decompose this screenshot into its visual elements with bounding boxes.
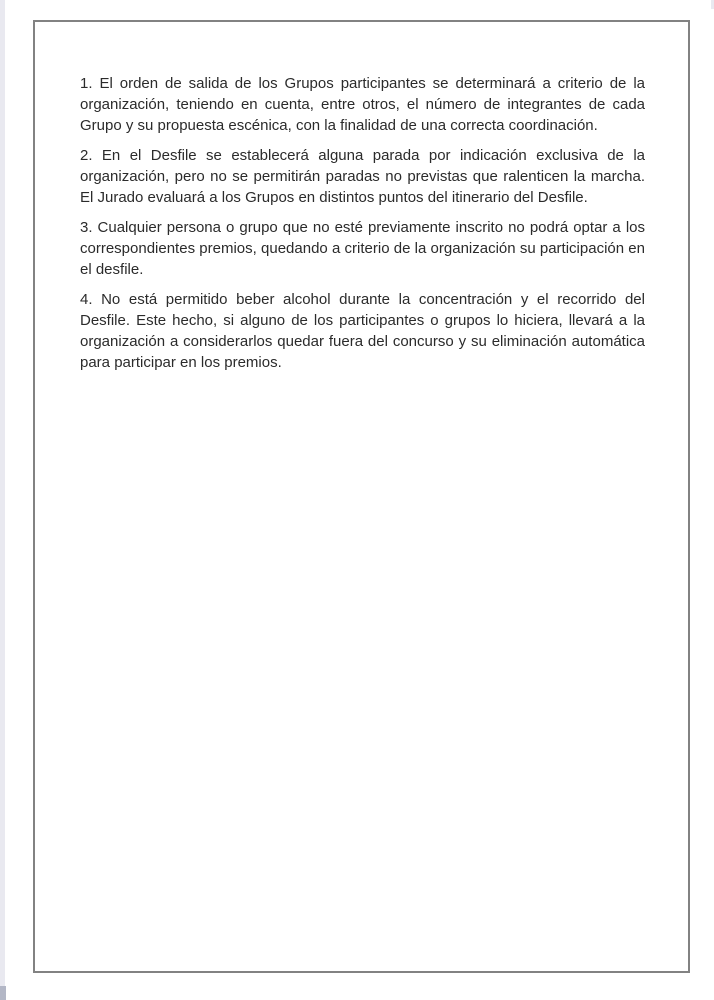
paragraph-3: 3. Cualquier persona o grupo que no esté previamente inscrito no podrá optar a los correspondientes premios, quedando a criterio de la organización su participación en el desfile. — [80, 219, 645, 278]
document-page — [33, 20, 690, 973]
scan-edge-left — [0, 0, 5, 986]
paragraph-2: 2. En el Desfile se establecerá alguna parada por indicación exclusiva de la organización, pero no se permitirán paradas no previstas que ralenticen la marcha. El Jurado evaluará a los Grupos en distintos puntos del itinerario del Desfile. — [80, 147, 645, 206]
paragraph-1: 1. El orden de salida de los Grupos participantes se determinará a criterio de la organización, teniendo en cuenta, entre otros, el número de integrantes de cada Grupo y su propuesta escénica, con la finalidad de una correcta coordinación. — [80, 75, 645, 134]
document-content — [80, 73, 645, 382]
scan-edge-bottom-left-corner — [0, 986, 6, 1000]
paragraph-4: 4. No está permitido beber alcohol durante la concentración y el recorrido del Desfile. Este hecho, si alguno de los participantes o grupos lo hiciera, llevará a la organización a considerarlos quedar fuera del concurso y su eliminación automática para participar en los premios. — [80, 291, 645, 371]
